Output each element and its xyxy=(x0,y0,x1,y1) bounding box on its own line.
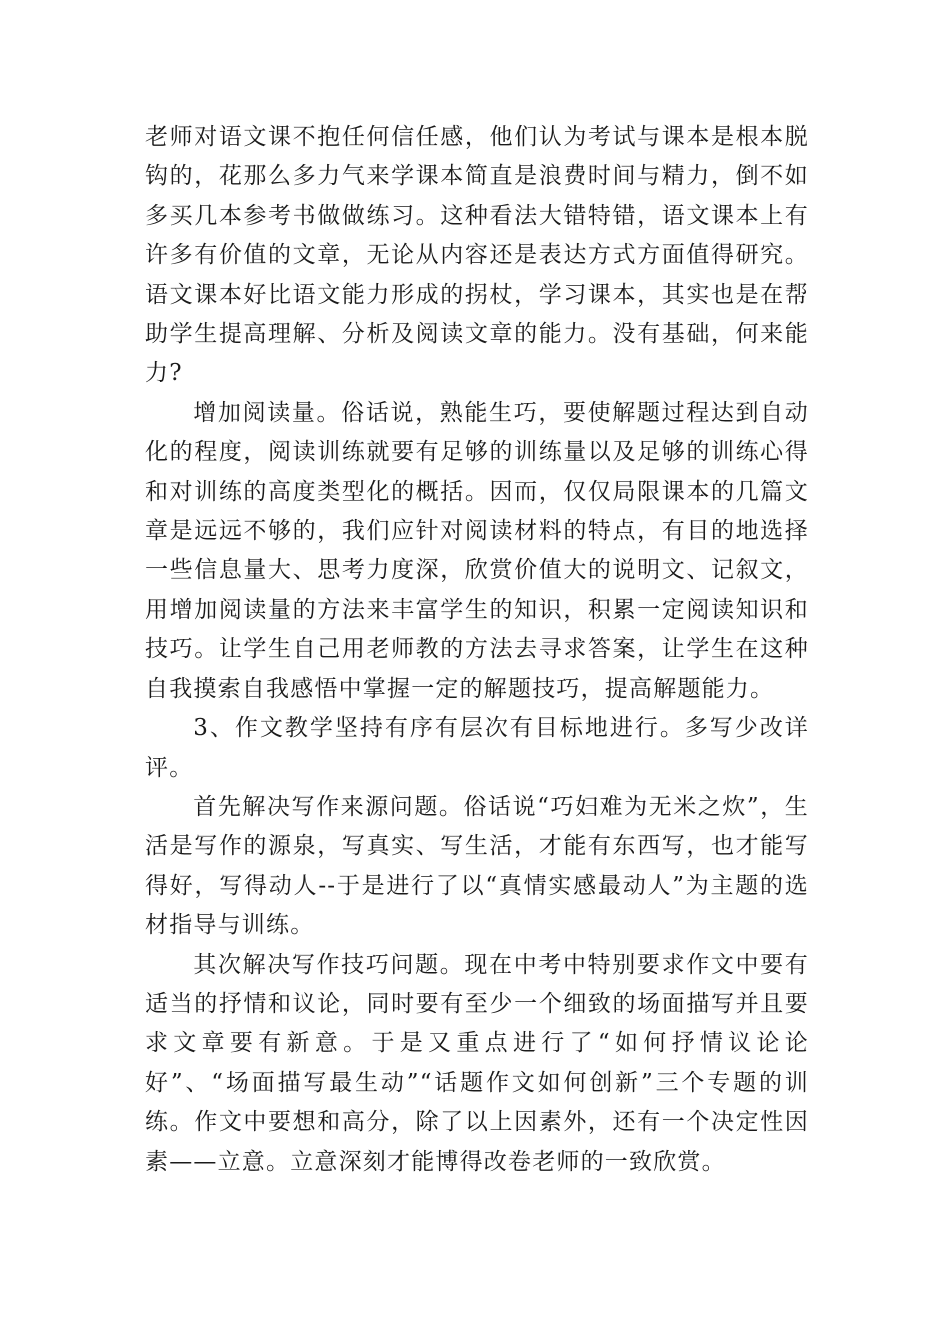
paragraph-writing-source: 首先解决写作来源问题。俗话说“巧妇难为无米之炊”，生活是写作的源泉，写真实、写生活，才能有东西写，也才能写得好，写得动人--于是进行了以“真情实感最动人”为主题的选材指导与训练。 xyxy=(145,793,809,939)
paragraph-composition-heading: 3、作文教学坚持有序有层次有目标地进行。多写少改详评。 xyxy=(145,715,809,781)
document-body xyxy=(145,118,809,1182)
paragraph-textbook: 老师对语文课不抱任何信任感，他们认为考试与课本是根本脱钩的，花那么多力气来学课本简直是浪费时间与精力，倒不如多买几本参考书做做练习。这种看法大错特错，语文课本上有许多有价值的文章，无论从内容还是表达方式方面值得研究。语文课本好比语文能力形成的拐杖，学习课本，其实也是在帮助学生提高理解、分析及阅读文章的能力。没有基础，何来能力? xyxy=(145,124,809,387)
paragraph-writing-technique: 其次解决写作技巧问题。现在中考中特别要求作文中要有适当的抒情和议论，同时要有至少一个细致的场面描写并且要求文章要有新意。于是又重点进行了“如何抒情议论论好”、“场面描写最生动”“话题作文如何创新”三个专题的训练。作文中要想和高分，除了以上因素外，还有一个决定性因素——立意。立意深刻才能博得改卷老师的一致欣赏。 xyxy=(145,951,809,1175)
paragraph-reading-volume: 增加阅读量。俗话说，熟能生巧，要使解题过程达到自动化的程度，阅读训练就要有足够的训练量以及足够的训练心得和对训练的高度类型化的概括。因而，仅仅局限课本的几篇文章是远远不够的，我们应针对阅读材料的特点，有目的地选择一些信息量大、思考力度深，欣赏价值大的说明文、记叙文，用增加阅读量的方法来丰富学生的知识，积累一定阅读知识和技巧。让学生自己用老师教的方法去寻求答案，让学生在这种自我摸索自我感悟中掌握一定的解题技巧，提高解题能力。 xyxy=(145,399,809,702)
